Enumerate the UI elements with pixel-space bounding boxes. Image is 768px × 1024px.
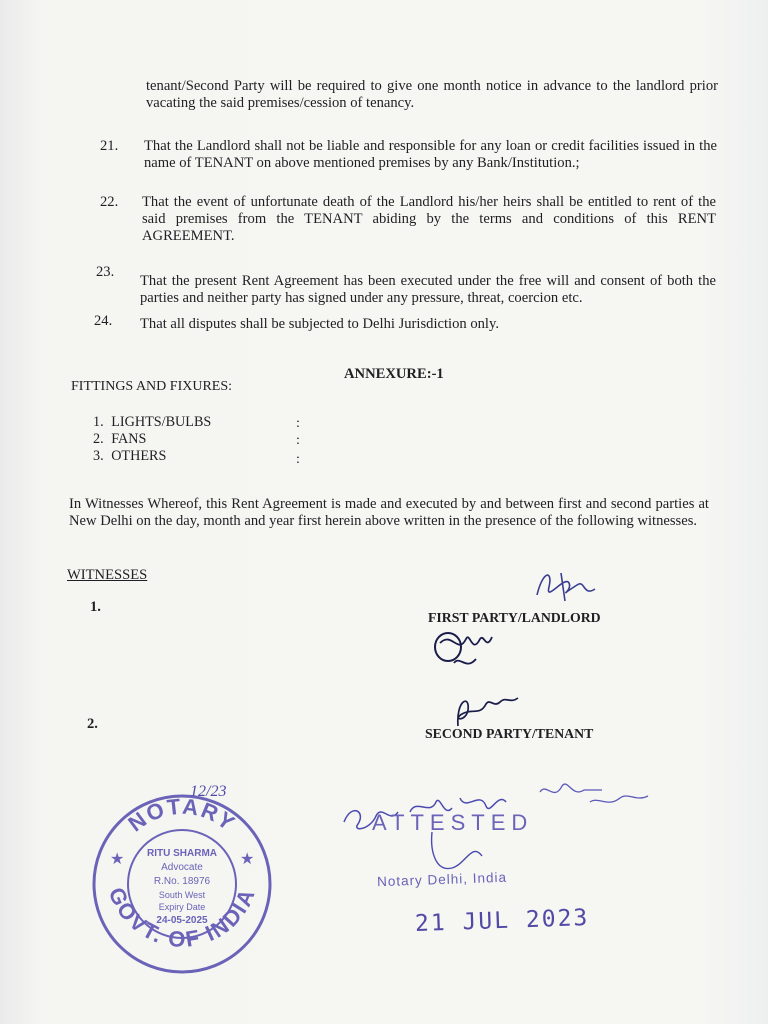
clause-text: That the event of unfortunate death of the Landlord his/her heirs shall be entitled to rent of the said premises from the TENANT abiding by the terms and conditions of this RENT AGREEMENT.: [142, 194, 716, 244]
seal-reg: R.No. 18976: [153, 876, 211, 887]
fitting-value: :: [296, 452, 300, 467]
clause-number: 24.: [94, 313, 113, 329]
fitting-label: OTHERS: [111, 448, 167, 464]
fitting-item: [93, 431, 146, 448]
witness-paragraph: In Witnesses Whereof, this Rent Agreement is made and executed by and between first and second parties at New Delhi on the day, month and year first herein above written in the presence of the following witnesses.: [69, 496, 709, 529]
first-party-label: FIRST PARTY/LANDLORD: [428, 610, 601, 625]
clause-number: 22.: [100, 194, 119, 210]
fitting-item: [93, 414, 211, 431]
attested-word: ATTESTED: [372, 810, 534, 835]
clause-text: That the Landlord shall not be liable and responsible for any loan or credit facilities issued in the name of TENANT on above mentioned premises by any Bank/Institution.;: [144, 138, 717, 171]
seal-top-text: NOTARY: [123, 793, 241, 837]
clause-text: That the present Rent Agreement has been executed under the free will and consent of both the parties and neither party has signed under any pressure, threat, coercion etc.: [140, 273, 716, 306]
fitting-item: [93, 448, 166, 465]
fitting-label: LIGHTS/BULBS: [111, 414, 212, 430]
seal-role: Advocate: [161, 862, 203, 873]
seal-handwritten-date: 12/23: [190, 783, 227, 800]
annexure-title: ANNEXURE:-1: [344, 366, 444, 382]
seal-expiry-label: Expiry Date: [158, 902, 206, 912]
seal-area: South West: [158, 890, 206, 900]
fitting-value: :: [296, 433, 300, 448]
witness-signature: [430, 625, 495, 675]
clause-number: 23.: [96, 264, 115, 280]
fitting-number: 3.: [93, 448, 104, 464]
fittings-heading: FITTINGS AND FIXURES:: [71, 379, 233, 394]
attested-date: 21 JUL 2023: [414, 904, 590, 938]
seal-bottom-text: GOVT. OF INDIA: [103, 883, 261, 953]
intro-paragraph: tenant/Second Party will be required to give one month notice in advance to the landlord prior vacating the said premises/cession of tenancy.: [146, 78, 718, 111]
fitting-number: 1.: [93, 414, 104, 430]
witnesses-heading: WITNESSES: [67, 567, 148, 583]
landlord-signature: [525, 565, 605, 610]
witness-number: 1.: [90, 599, 101, 615]
fitting-value: :: [296, 416, 300, 431]
fitting-number: 2.: [93, 431, 104, 447]
clause-number: 21.: [100, 138, 119, 154]
fitting-label: FANS: [111, 431, 147, 447]
witness-number: 2.: [87, 716, 98, 732]
star-icon: ★: [240, 851, 255, 868]
notary-seal: [86, 780, 276, 975]
clause-text: That all disputes shall be subjected to Delhi Jurisdiction only.: [140, 316, 499, 332]
seal-expiry: 24-05-2025: [156, 915, 208, 926]
seal-name: RITU SHARMA: [147, 848, 217, 859]
second-party-label: SECOND PARTY/TENANT: [425, 726, 594, 741]
star-icon: ★: [110, 851, 125, 868]
attested-place: Notary Delhi, India: [376, 869, 508, 890]
tenant-signature: [448, 690, 523, 735]
